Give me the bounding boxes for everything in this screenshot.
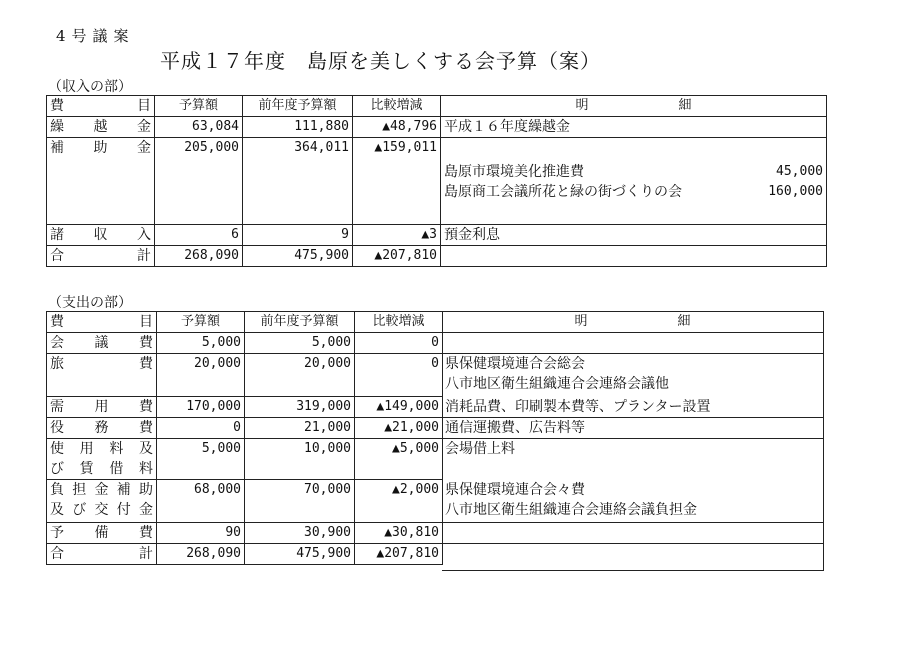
table-row: 旅 費 20,000 20,000 0 — [47, 354, 443, 397]
expense-detail-cell — [442, 523, 823, 544]
table-row-total: 合 計 268,090 475,900 ▲207,810 — [47, 544, 443, 565]
expense-detail-column — [442, 311, 824, 571]
table-row-total: 合 計 268,090 475,900 ▲207,810 — [47, 246, 827, 267]
table-row: 役 務 費 0 21,000 ▲21,000 — [47, 418, 443, 439]
table-row: 諸 収 入 6 9 ▲3 預金利息 — [47, 225, 827, 246]
expense-detail-cell: 会場借上料 — [445, 441, 515, 457]
table-row: 負 担 金 補 助 及 び 交 付 金 68,000 70,000 ▲2,000 — [47, 480, 443, 523]
agenda-number: 4号議案 — [56, 27, 135, 45]
col-prev-header: 前年度予算額 — [245, 312, 355, 333]
income-table — [46, 95, 827, 267]
col-detail-header: 明 細 — [441, 96, 827, 117]
col-detail-header: 明 細 — [442, 312, 823, 333]
col-diff-header: 比較増減 — [355, 312, 443, 333]
col-budget-header: 予算額 — [157, 312, 245, 333]
table-row: 予 備 費 90 30,900 ▲30,810 — [47, 523, 443, 544]
table-row: 繰 越 金 63,084 111,880 ▲48,796 平成１６年度繰越金 — [47, 117, 827, 138]
expense-detail-cell: 通信運搬費、広告料等 — [442, 418, 823, 439]
income-section-label: （収入の部） — [48, 79, 132, 95]
expense-table — [46, 311, 443, 565]
col-item-header: 費 目 — [47, 96, 155, 117]
col-budget-header: 予算額 — [155, 96, 243, 117]
col-prev-header: 前年度予算額 — [243, 96, 353, 117]
document-title: 平成１７年度 島原を美しくする会予算（案） — [160, 49, 601, 73]
col-item-header: 費 目 — [47, 312, 157, 333]
col-diff-header: 比較増減 — [353, 96, 441, 117]
expense-detail-cell: 県保健環境連合会総会 八市地区衛生組織連合会連絡会議他 — [445, 356, 669, 392]
table-row: 補 助 金 205,000 364,011 ▲159,011 島原市環境美化推進費 45,000 島原商工会議所花と緑の街づくりの会 160,000 — [47, 138, 827, 225]
table-row: 使 用 料 及 び 賃 借 料 5,000 10,000 ▲5,000 — [47, 439, 443, 480]
expense-section-label: （支出の部） — [48, 295, 132, 311]
table-row: 需 用 費 170,000 319,000 ▲149,000 — [47, 397, 443, 418]
expense-detail-cell: 県保健環境連合会々費 八市地区衛生組織連合会連絡会議負担金 — [442, 480, 823, 523]
expense-detail-cell — [442, 333, 823, 354]
expense-detail-cell: 消耗品費、印刷製本費等、プランター設置 — [442, 397, 823, 418]
table-row: 会 議 費 5,000 5,000 0 — [47, 333, 443, 354]
expense-detail-cell — [442, 544, 823, 565]
